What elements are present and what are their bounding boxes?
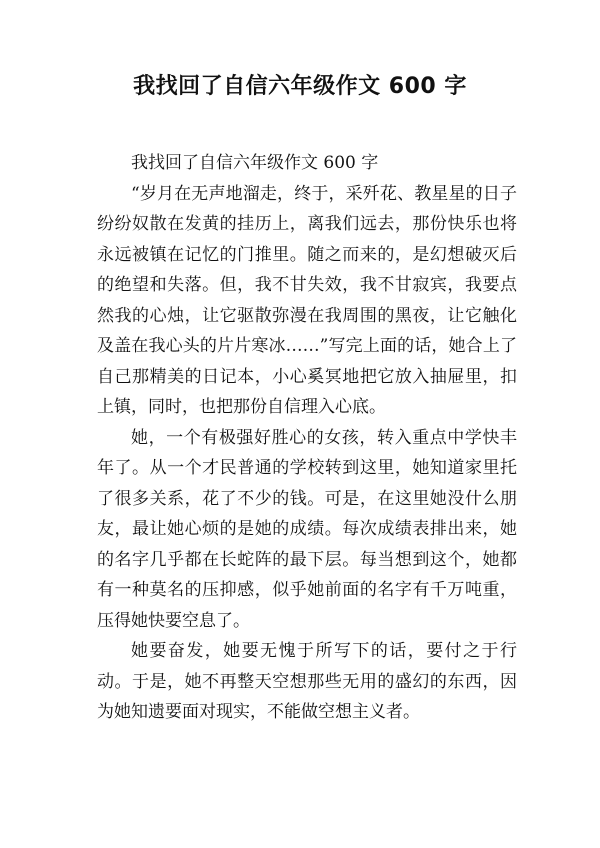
paragraph: 她，一个有极强好胜心的女孩，转入重点中学快丰年了。从一个才民普通的学校转到这里，她知道家里托了很多关系，花了不少的钱。可是，在这里她没什么朋友，最让她心烦的是她的成绩。每次成绩表排出来，她的名字几乎都在长蛇阵的最下层。每当想到这个，她都有一种莫名的压抑感，似乎她前面的名字有千万吨重，压得她快要空息了。	[97, 427, 517, 631]
document-body	[97, 148, 517, 728]
paragraph: “岁月在无声地溜走，终于，采歼花、教星星的日子纷纷奴散在发黄的挂历上，离我们远去，那份快乐也将永远被镇在记忆的门推里。随之而来的，是幻想破灭后的绝望和失落。但，我不甘失效，我不甘寂宾，我要点然我的心烛，让它驱散弥漫在我周围的黑夜，让它触化及盖在我心头的片片寒冰……”写完上面的话，她合上了自己那精美的日记本，小心奚冥地把它放入抽屉里，扣上镇，同时，也把那份自信理入心底。	[97, 183, 517, 417]
document-title: 我找回了自信六年级作文 600 字	[133, 74, 467, 99]
paragraph-subtitle: 我找回了自信六年级作文 600 字	[131, 153, 379, 173]
paragraph: 她要奋发，她要无愧于所写下的话，要付之于行动。于是，她不再整天空想那些无用的盛幻的东西，因为她知遗要面对现实，不能做空想主义者。	[97, 641, 517, 722]
